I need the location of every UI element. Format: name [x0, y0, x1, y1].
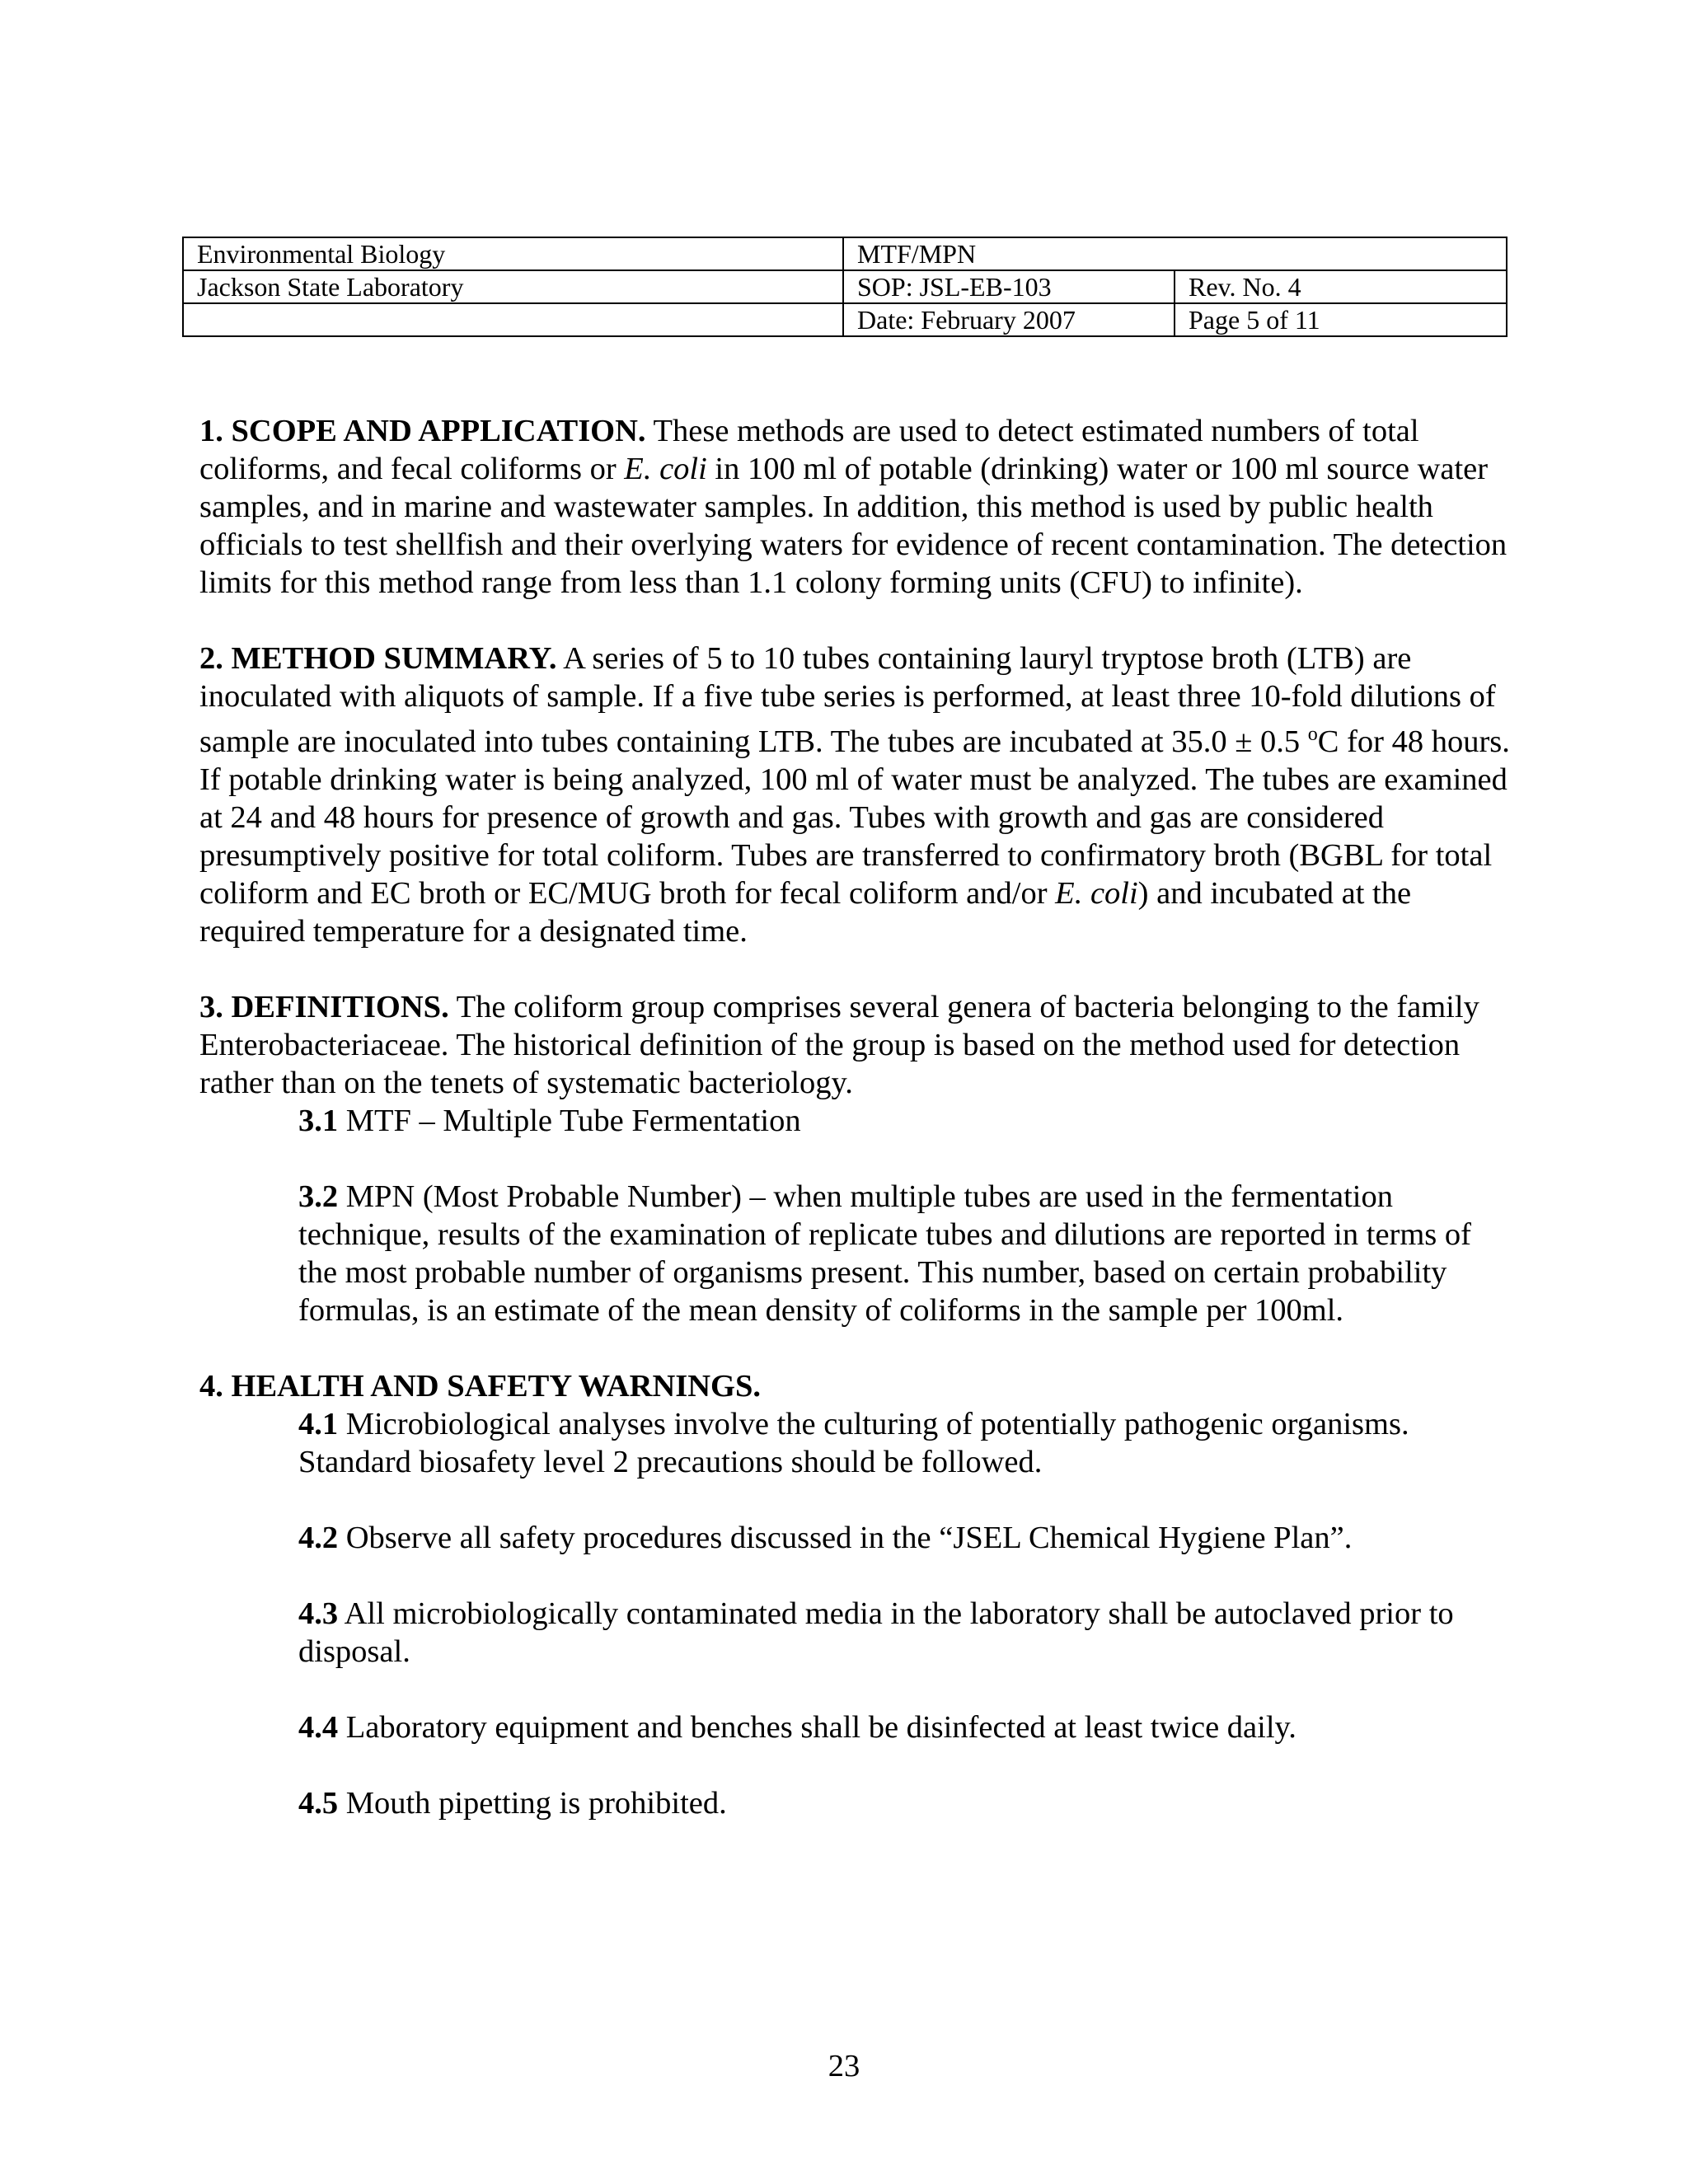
- empty-cell: [183, 303, 843, 336]
- safety-item: [298, 1595, 1510, 1671]
- degree-superscript: o: [1307, 724, 1318, 745]
- item-number: 3.1: [298, 1103, 339, 1138]
- item-number: 4.4: [298, 1709, 339, 1745]
- section-text: C for 48 hours. If potable drinking water is being analyzed, 100 ml of water must be analyzed. The tubes are examined at 24 and 48 hours for presence of growth and gas. Tubes with growth and gas are considered presumptively positive for total coliform. Tubes are transferred to confirmatory broth (BGBL for total coliform and EC broth or EC/MUG broth for fecal coliform and/or: [199, 724, 1510, 911]
- item-text: All microbiologically contaminated media in the laboratory shall be autoclaved prior to disposal.: [298, 1596, 1454, 1669]
- safety-item: [298, 1405, 1510, 1481]
- definition-item: [298, 1178, 1510, 1329]
- safety-item: [298, 1519, 1510, 1557]
- section-definitions: [199, 988, 1510, 1102]
- safety-item: [298, 1784, 1510, 1822]
- item-text: Mouth pipetting is prohibited.: [338, 1785, 727, 1821]
- department-cell: Environmental Biology: [183, 237, 843, 270]
- page-cell: Page 5 of 11: [1175, 303, 1507, 336]
- item-number: 4.5: [298, 1785, 339, 1821]
- item-text: Laboratory equipment and benches shall be disinfected at least twice daily.: [338, 1709, 1296, 1745]
- section-safety: [199, 1367, 1510, 1405]
- header-row: [183, 303, 1507, 336]
- section-heading: 3. DEFINITIONS.: [199, 989, 449, 1024]
- section-text: These methods are used to detect estimated numbers of total coliforms, and fecal coliforms or: [199, 414, 1419, 486]
- item-text: Observe all safety procedures discussed in the “JSEL Chemical Hygiene Plan”.: [338, 1520, 1353, 1555]
- method-cell: MTF/MPN: [843, 237, 1507, 270]
- document-header-table: [182, 237, 1507, 337]
- document-body: [199, 412, 1510, 1860]
- header-row: [183, 237, 1507, 270]
- section-method-summary: [199, 640, 1510, 950]
- sop-cell: SOP: JSL-EB-103: [843, 270, 1175, 303]
- item-number: 4.3: [298, 1596, 339, 1631]
- item-number: 4.2: [298, 1520, 339, 1555]
- date-cell: Date: February 2007: [843, 303, 1175, 336]
- species-name: E. coli: [624, 452, 707, 486]
- item-number: 3.2: [298, 1179, 339, 1214]
- item-number: 4.1: [298, 1406, 339, 1441]
- definition-item: [298, 1102, 1510, 1140]
- section-text: in 100 ml of potable (drinking) water or 100 ml source water samples, and in marine and wastewater samples. In addition, this method is used by public health officials to test shellfish and their overlying waters for evidence of recent contamination. The detection limits for this method range from less than 1.1 colony forming units (CFU) to infinite).: [199, 452, 1507, 600]
- safety-item: [298, 1708, 1510, 1746]
- revision-cell: Rev. No. 4: [1175, 270, 1507, 303]
- item-text: MTF – Multiple Tube Fermentation: [338, 1103, 801, 1138]
- section-heading: 4. HEALTH AND SAFETY WARNINGS.: [199, 1368, 762, 1404]
- item-text: Microbiological analyses involve the culturing of potentially pathogenic organisms. Standard biosafety level 2 precautions should be followed.: [298, 1406, 1409, 1479]
- section-text: The coliform group comprises several genera of bacteria belonging to the family Enterobacteriaceae. The historical definition of the group is based on the method used for detection rather than on the tenets of systematic bacteriology.: [199, 989, 1479, 1100]
- laboratory-cell: Jackson State Laboratory: [183, 270, 843, 303]
- item-text: MPN (Most Probable Number) – when multiple tubes are used in the fermentation technique, results of the examination of replicate tubes and dilutions are reported in terms of the most probable number of organisms present. This number, based on certain probability formulas, is an estimate of the mean density of coliforms in the sample per 100ml.: [298, 1179, 1471, 1328]
- species-name: E. coli: [1055, 875, 1138, 911]
- page-number: 23: [828, 2049, 860, 2083]
- section-heading: 2. METHOD SUMMARY.: [199, 641, 557, 676]
- section-text: ) and incubated at the required temperature for a designated time.: [199, 875, 1412, 949]
- section-text: A series of 5 to 10 tubes containing lauryl tryptose broth (LTB) are inoculated with aliquots of sample. If a five tube series is performed, at least three 10-fold dilutions of sample are inoculated into tubes containing LTB. The tubes are incubated at 35.0 ± 0.5: [199, 641, 1496, 759]
- section-scope: [199, 412, 1510, 602]
- header-row: [183, 270, 1507, 303]
- section-heading: 1. SCOPE AND APPLICATION.: [199, 414, 646, 448]
